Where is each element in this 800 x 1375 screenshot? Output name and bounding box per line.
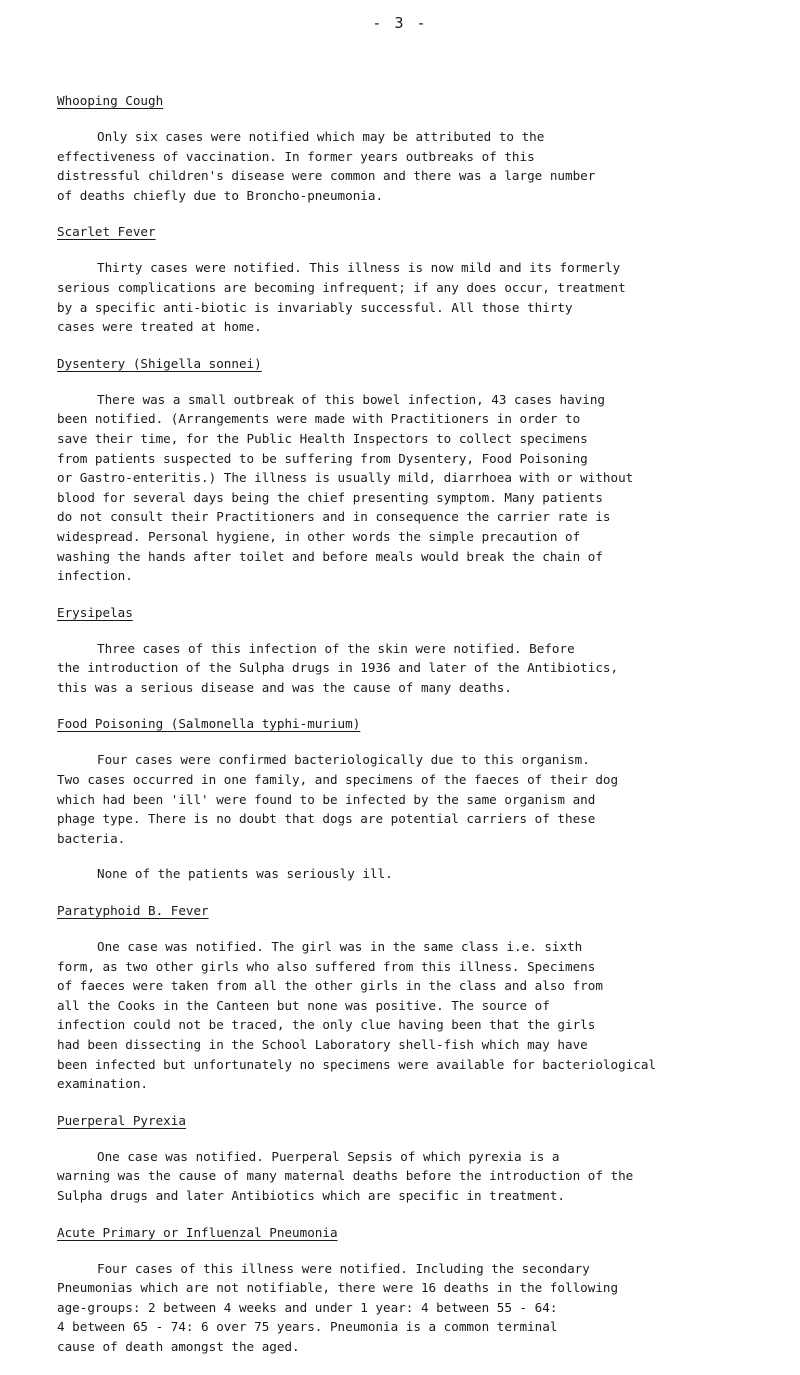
section-paratyphoid [57,902,777,1094]
section-paragraph: Four cases of this illness were notified. Including the secondary Pneumonias which are not notifiable, there were 16 deaths in the following age-groups: 2 between 4 weeks and under 1 year: 4 between 55 - 64: 4 between 65 - 74: 6 over 75 years. Pneumonia is a common terminal cause of death amongst the aged. [57,1260,619,1354]
section-heading: Acute Primary or Influenzal Pneumonia [57,1224,338,1240]
section-heading: Scarlet Fever [57,224,156,240]
section-paragraph: None of the patients was seriously ill. [97,866,393,882]
report-body [57,92,777,1375]
page-number: - 3 - [372,14,428,32]
section-dysentery [57,355,777,586]
section-heading: Erysipelas [57,604,133,620]
section-paragraph: One case was notified. Puerperal Sepsis of which pyrexia is a warning was the cause of many maternal deaths before the introduction of the Sulpha drugs and later Antibiotics which are specific in treatment. [57,1148,634,1203]
section-scarlet-fever [57,223,777,336]
section-erysipelas [57,604,777,698]
section-pneumonia [57,1224,777,1357]
section-heading: Paratyphoid B. Fever [57,903,209,919]
section-heading: Whooping Cough [57,93,164,108]
section-paragraph: Four cases were confirmed bacteriologically due to this organism. Two cases occurred in one family, and specimens of the faeces of their dog which had been 'ill' were found to be infected by the same organism and phage type. There is no doubt that dogs are potential carriers of these bacteria. [57,752,619,846]
section-heading: Food Poisoning (Salmonella typhi-murium) [57,716,361,732]
section-food-poisoning [57,715,777,884]
section-heading: Dysentery (Shigella sonnei) [57,355,262,371]
section-paragraph: Thirty cases were notified. This illness is now mild and its formerly serious complications are becoming infrequent; if any does occur, treatment by a specific anti-biotic is invariably successful. All those thirty cases were treated at home. [57,260,626,335]
section-paragraph: There was a small outbreak of this bowel infection, 43 cases having been notified. (Arrangements were made with Practitioners in order to save their time, for the Public Health Inspectors to collect specimens from patients suspected to be suffering from Dysentery, Food Poisoning or Gastro-enteritis.) The illness is usually mild, diarrhoea with or without blood for several days being the chief presenting symptom. Many patients do not consult their Practitioners and in consequence the carrier rate is widespread. Personal hygiene, in other words the simple precaution of washing the hands after toilet and before meals would break the chain of infection. [57,391,634,584]
section-puerperal-pyrexia [57,1112,777,1206]
section-whooping-cough [57,92,777,205]
section-paragraph: Three cases of this infection of the skin were notified. Before the introduction of the Sulpha drugs in 1936 and later of the Antibiotics, this was a serious disease and was the cause of many deaths. [57,640,619,695]
section-paragraph: Only six cases were notified which may be attributed to the effectiveness of vaccination. In former years outbreaks of this distressful children's disease were common and there was a large number of deaths chiefly due to Broncho-pneumonia. [57,129,596,203]
section-paragraph: One case was notified. The girl was in the same class i.e. sixth form, as two other girls who also suffered from this illness. Specimens of faeces were taken from all the other girls in the class and also from all the Cooks in the Canteen but none was positive. The source of infection could not be traced, the only clue having been that the girls had been dissecting in the School Laboratory shell-fish which may have been infected but unfortunately no specimens were available for bacteriological examination. [57,939,656,1092]
section-heading: Puerperal Pyrexia [57,1112,186,1128]
